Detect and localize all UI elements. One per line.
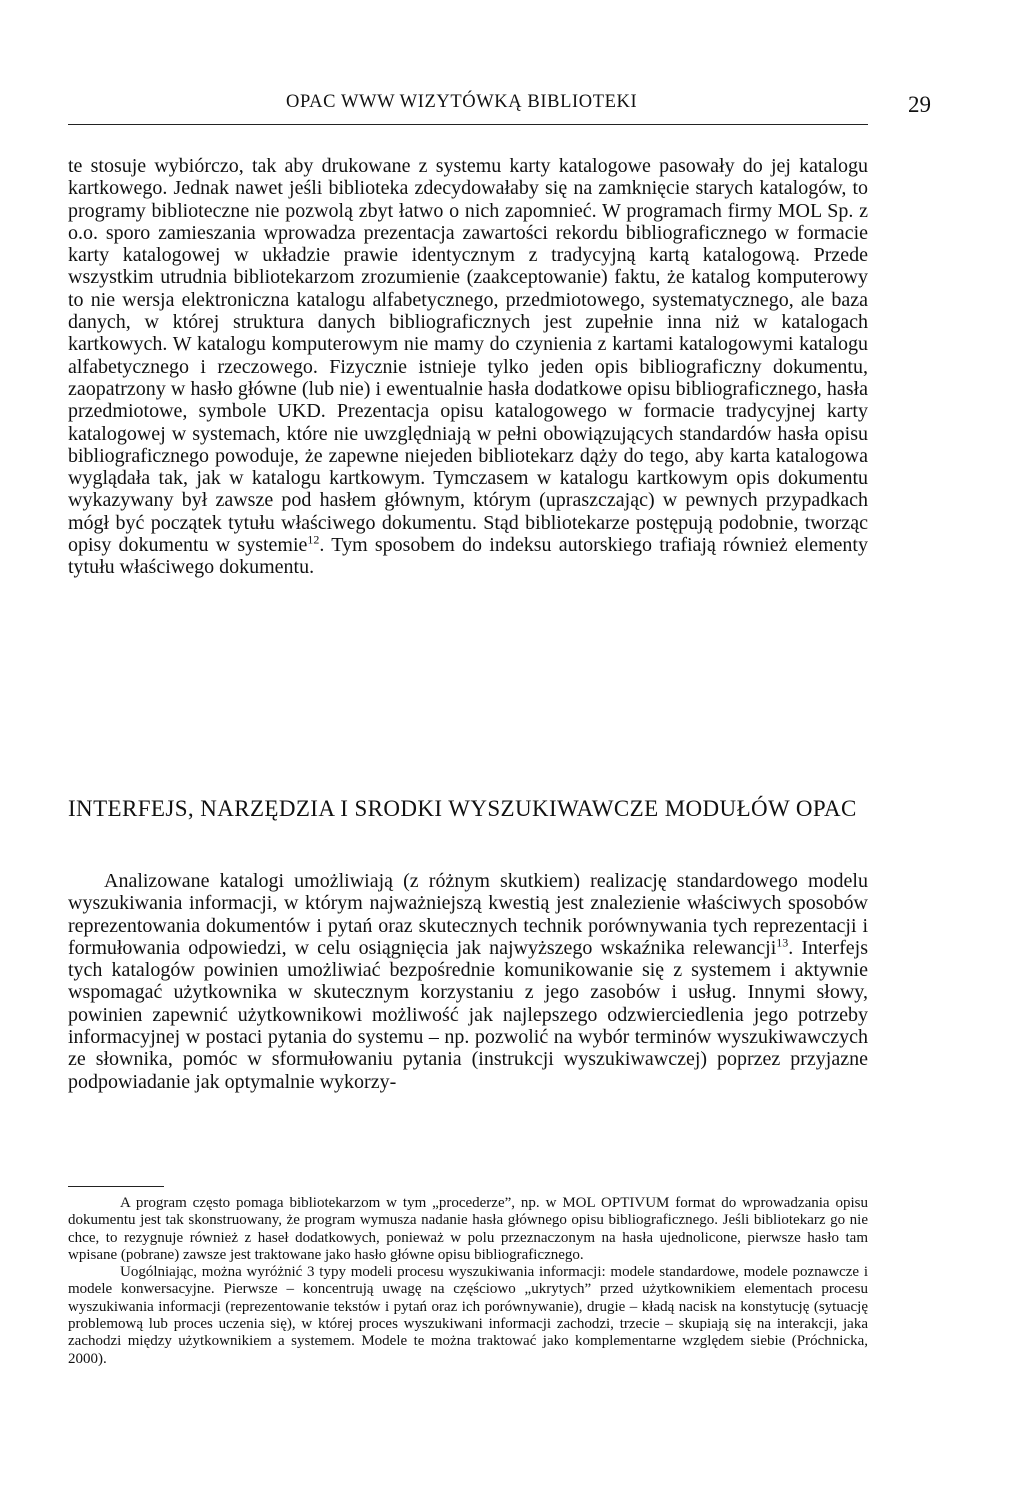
section-heading: INTERFEJS, NARZĘDZIA I SRODKI WYSZUKIWAWCZE MODUŁÓW OPAC [68,796,857,821]
footnote-ref-13: 13 [776,935,789,950]
paragraph-1-text-b: . Tym sposobem do indeksu autorskiego trafiają również elementy tytułu właściwego dokumentu. [68,534,868,579]
running-title: OPAC WWW WIZYTÓWKĄ BIBLIOTEKI [286,92,638,112]
footnote-12: A program często pomaga bibliotekarzom w tym „procederze”, np. w MOL OPTIVUM format do wprowadzania opisu dokumentu jest tak skonstruowany, że program wymusza nadanie hasła głównego opisu bibliograficznego. Jeśli bibliotekarz go nie chce, to rezygnuje również z haseł dodatkowych, ponieważ w polu przeznaczonym na hasła ujednolicone, pierwsze hasło tam wpisane (pobrane) zawsze jest traktowane jako hasło główne opisu bibliograficznego. [68,1195,868,1263]
paragraph-2-text-b: . Interfejs tych katalogów powinien umożliwiać bezpośrednie komunikowanie się z systemem i aktywnie wspomagać użytkownika w skutecznym korzystaniu z jego zasobów i usług. Innymi słowy, powinien zapewnić użytkownikowi możliwość jak najlepszego odzwierciedlenia jego potrzeby informacyjnej w postaci pytania do systemu – np. pozwolić na wybór terminów wyszukiwawczych ze słownika, pomóc w sformułowaniu pytania (instrukcji wyszukiwawczej) poprzez przyjazne podpowiadanie jak optymalnie wykorzy- [68,936,868,1093]
paragraph-2-text-a: Analizowane katalogi umożliwiają (z różnym skutkiem) realizację standardowego modelu wyszukiwania informacji, w którym najważniejszą kwestią jest znalezienie właściwych sposobów reprezentowania dokumentów i pytań oraz skutecznych technik porównywania tych reprezentacji i formułowania odpowiedzi, w celu osiągnięcia jak najwyższego wskaźnika relewancji [68,870,868,959]
paragraph-1-text-a: te stosuje wybiórczo, tak aby drukowane z systemu karty katalogowe pasowały do jej katalogu kartkowego. Jednak nawet jeśli biblioteka zdecydowałaby się na zamknięcie starych katalogów, to programy biblioteczne nie pozwolą zbyt łatwo o nich zapomnieć. W programach firmy MOL Sp. z o.o. sporo zamieszania wprowadza prezentacja zawartości rekordu bibliograficznego w formacie karty katalogowej w układzie prawie identycznym z tradycyjną kartą katalogową. Przede wszystkim utrudnia bibliotekarzom zrozumienie (zaakceptowanie) faktu, że katalog komputerowy to nie wersja elektroniczna katalogu alfabetycznego, przedmiotowego, systematycznego, ale baza danych, w której struktura danych bibliograficznych jest zupełnie inna niż w katalogach kartkowych. W katalogu komputerowym nie mamy do czynienia z kartami katalogowymi katalogu alfabetycznego i rzeczowego. Fizycznie istnieje tylko jeden opis bibliograficzny dokumentu, zaopatrzony w hasło główne (lub nie) i ewentualnie hasła dodatkowe opisu bibliograficznego, hasła przedmiotowe, symbole UKD. Prezentacja opisu katalogowego w formacie tradycyjnej karty katalogowej w systemach, które nie uwzględniają w pełni obowiązujących standardów hasła opisu bibliograficznego powoduje, że zapewne niejeden bibliotekarz dąży do tego, aby karta katalogowa wyglądała tak, jak w katalogu kartkowym. Tymczasem w katalogu kartkowym opis dokumentu wykazywany był zawsze pod hasłem głównym, którym (upraszczając) w pewnych przypadkach mógł być początek tytułu właściwego dokumentu. Stąd bibliotekarze postępują podobnie, tworząc opisy dokumentu w systemie [68,155,868,557]
footnote-ref-12: 12 [307,532,320,547]
header-rule [68,124,868,125]
body-paragraph-1 [68,155,868,579]
body-paragraph-2 [68,870,868,1093]
footnotes [68,1195,868,1368]
footnote-13: Uogólniając, można wyróżnić 3 typy modeli procesu wyszukiwania informacji: modele standardowe, modele poznawcze i modele konwersacyjne. Pierwsze – koncentrują uwagę na częściowo „ukrytych” przed użytkownikiem elementach procesu wyszukiwania informacji (reprezentowanie tekstów i pytań oraz ich porównywanie), drugie – kładą nacisk na konstytucję (sytuację problemową lub proces uczenia się), w której proces wyszukiwani informacji zachodzi, trzecie – skupiają się na interakcji, jaka zachodzi między użytkownikiem a systemem. Modele te można traktować jako komplementarne względem siebie (Próchnicka, 2000). [68,1264,868,1367]
page-number: 29 [908,92,931,117]
footnote-rule [68,1186,164,1187]
